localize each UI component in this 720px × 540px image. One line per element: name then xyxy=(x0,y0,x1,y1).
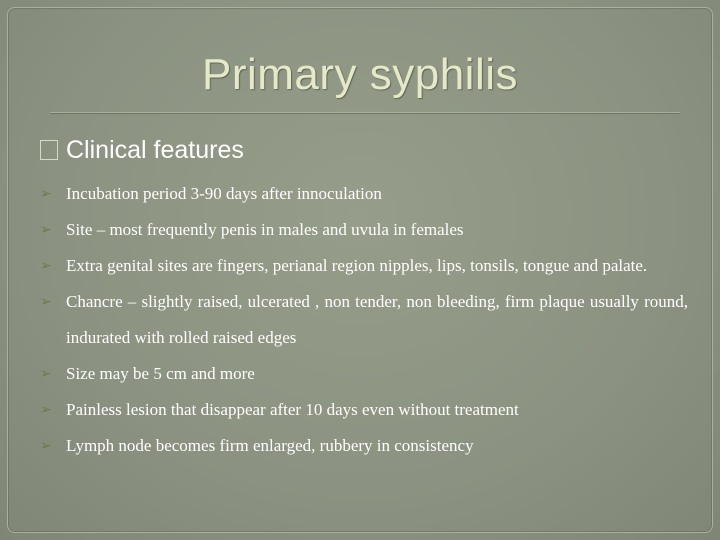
list-item xyxy=(38,176,688,212)
arrow-bullet-icon: ➢ xyxy=(40,366,52,382)
bullet-text: Size may be 5 cm and more xyxy=(66,364,255,383)
bullet-text: Site – most frequently penis in males and uvula in females xyxy=(66,220,464,239)
arrow-bullet-icon: ➢ xyxy=(40,222,52,238)
arrow-bullet-icon: ➢ xyxy=(40,402,52,418)
slide-title: Primary syphilis xyxy=(201,50,519,99)
bullet-list xyxy=(38,176,688,464)
list-item xyxy=(38,392,688,428)
section-heading-text: Clinical features xyxy=(66,136,244,164)
title-divider xyxy=(50,112,680,113)
list-item xyxy=(38,248,688,284)
arrow-bullet-icon: ➢ xyxy=(40,186,52,202)
checkbox-bullet-icon xyxy=(40,140,58,160)
list-item xyxy=(38,356,688,392)
bullet-text: Extra genital sites are fingers, perianal region nipples, lips, tonsils, tongue and palate. xyxy=(66,256,648,275)
section-heading xyxy=(40,136,244,165)
arrow-bullet-icon: ➢ xyxy=(40,258,52,274)
bullet-text: Painless lesion that disappear after 10 days even without treatment xyxy=(66,400,519,419)
bullet-text: Lymph node becomes firm enlarged, rubbery in consistency xyxy=(66,436,474,455)
list-item xyxy=(38,284,688,356)
arrow-bullet-icon: ➢ xyxy=(40,438,52,454)
bullet-text: Chancre – slightly raised, ulcerated , non tender, non bleeding, firm plaque usually round, indurated with rolled raised edges xyxy=(66,292,688,347)
list-item xyxy=(38,212,688,248)
bullet-text: Incubation period 3-90 days after innoculation xyxy=(66,184,382,203)
arrow-bullet-icon: ➢ xyxy=(40,294,52,310)
list-item xyxy=(38,428,688,464)
